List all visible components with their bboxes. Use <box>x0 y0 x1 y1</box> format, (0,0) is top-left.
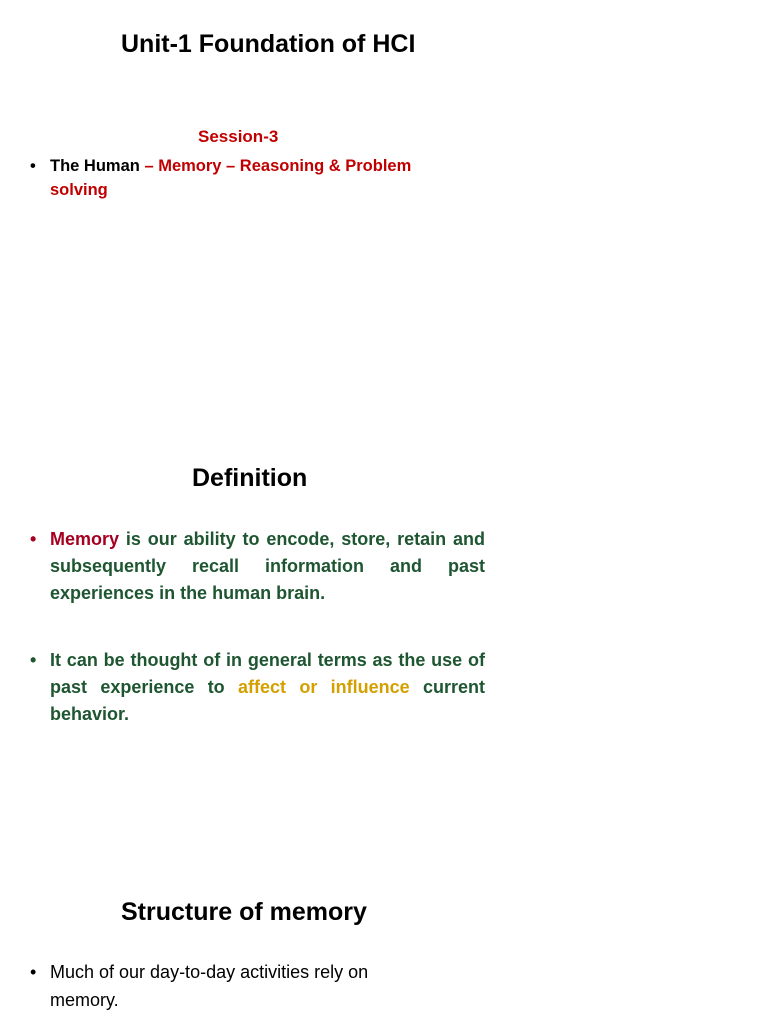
structure-bullet-1 <box>30 958 440 1014</box>
slide-1-title: Unit-1 Foundation of HCI <box>121 30 416 58</box>
slide-3 <box>0 880 768 1024</box>
bullet-highlight: – Memory – Reasoning & Problem solving <box>50 157 412 199</box>
bullet-dot: • <box>30 962 37 982</box>
memory-term: Memory <box>50 529 120 549</box>
bullet-2-highlight: affect or influence <box>238 677 410 697</box>
definition-text: is our ability to encode, store, retain and subsequently recall information and past experiences in the human brain. <box>50 529 485 603</box>
definition-bullet-1 <box>30 526 485 607</box>
bullet-dot: • <box>30 650 37 670</box>
bullet-dot: • <box>30 157 36 175</box>
bullet-dot: • <box>30 529 37 549</box>
slide-3-title: Structure of memory <box>121 898 367 926</box>
slide-1-bullet <box>30 154 450 202</box>
slide-2 <box>0 440 768 770</box>
definition-bullet-2 <box>30 647 485 728</box>
slide-2-title: Definition <box>192 464 308 492</box>
session-label: Session-3 <box>198 127 279 146</box>
slide-1 <box>0 0 768 300</box>
bullet-prefix: The Human <box>50 157 140 175</box>
bullet-2-text-start: It can be thought of in general terms as the use of past experience to <box>50 650 485 697</box>
structure-bullet-text: Much of our day-to-day activities rely on memory. <box>50 962 369 1010</box>
bullet-2-text-end: current behavior. <box>50 677 485 724</box>
